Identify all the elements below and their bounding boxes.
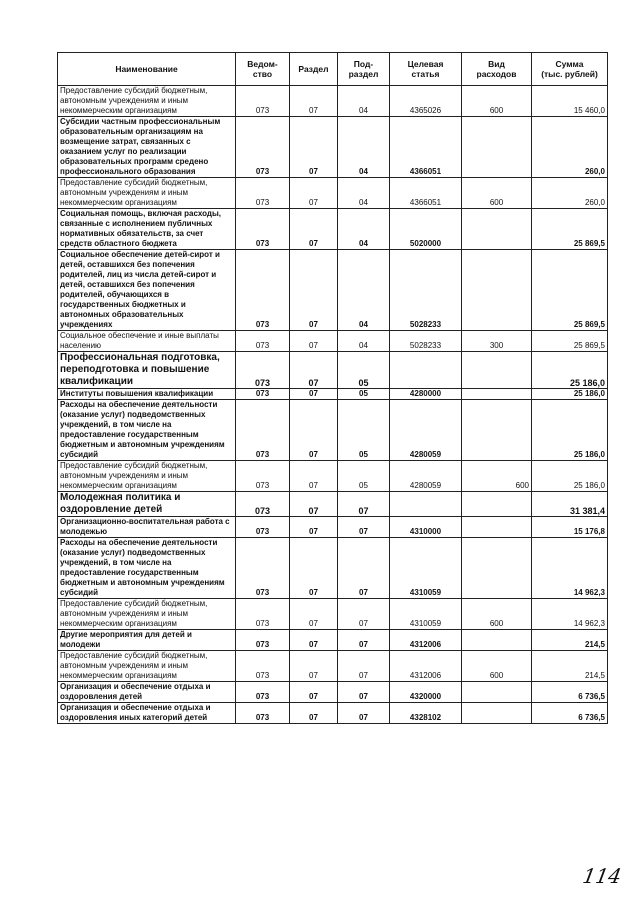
cell-subsection: 05: [338, 461, 390, 492]
table-row: [58, 461, 608, 492]
cell-subsection: 04: [338, 178, 390, 209]
cell-target: [390, 352, 462, 389]
cell-sum: 6 736,5: [532, 703, 608, 724]
cell-type: [462, 117, 532, 178]
cell-target: 4365026: [390, 86, 462, 117]
cell-subsection: 07: [338, 630, 390, 651]
cell-type: [462, 389, 532, 400]
cell-target: 4312006: [390, 651, 462, 682]
cell-sum: 15 176,8: [532, 517, 608, 538]
cell-subsection: 04: [338, 117, 390, 178]
cell-subsection: 07: [338, 538, 390, 599]
cell-name: Социальная помощь, включая расходы, связанные с исполнением публичных нормативных обязательств, за счет средств областного бюджета: [58, 209, 236, 250]
cell-name: Предоставление субсидий бюджетным, автономным учреждениям и иным некоммерческим организациям: [58, 651, 236, 682]
cell-section: 07: [290, 400, 338, 461]
cell-sum: 25 869,5: [532, 331, 608, 352]
table-row: [58, 517, 608, 538]
cell-section: 07: [290, 352, 338, 389]
cell-target: 4310000: [390, 517, 462, 538]
table-header-row: [58, 53, 608, 86]
cell-subsection: 04: [338, 86, 390, 117]
cell-target: 4280000: [390, 389, 462, 400]
cell-type: 600: [462, 461, 532, 492]
cell-dept: 073: [236, 389, 290, 400]
cell-name: Социальное обеспечение детей-сирот и детей, оставшихся без попечения родителей, лиц из числа детей-сирот и детей, оставшихся без попечения родителей, обучающихся в государственных бюджетных и автономных образовательных учреждениях: [58, 250, 236, 331]
table-row: [58, 117, 608, 178]
cell-type: [462, 682, 532, 703]
cell-dept: 073: [236, 400, 290, 461]
cell-type: [462, 352, 532, 389]
cell-sum: 25 186,0: [532, 400, 608, 461]
cell-dept: 073: [236, 86, 290, 117]
page-number: 114: [580, 864, 624, 888]
cell-type: [462, 209, 532, 250]
cell-target: 4312006: [390, 630, 462, 651]
cell-sum: 14 962,3: [532, 599, 608, 630]
cell-dept: 073: [236, 178, 290, 209]
cell-subsection: 07: [338, 492, 390, 517]
cell-subsection: 04: [338, 250, 390, 331]
cell-name: Расходы на обеспечение деятельности (оказание услуг) подведомственных учреждений, в том числе на предоставление государственным бюджетным и автономным учреждениям субсидий: [58, 538, 236, 599]
cell-subsection: 07: [338, 651, 390, 682]
cell-target: 5020000: [390, 209, 462, 250]
cell-section: 07: [290, 703, 338, 724]
cell-section: 07: [290, 461, 338, 492]
cell-subsection: 04: [338, 209, 390, 250]
cell-target: [390, 492, 462, 517]
table-row: [58, 331, 608, 352]
cell-name: Предоставление субсидий бюджетным, автономным учреждениям и иным некоммерческим организациям: [58, 599, 236, 630]
table-row: [58, 400, 608, 461]
table-row: [58, 651, 608, 682]
cell-name: Молодежная политика и оздоровление детей: [58, 492, 236, 517]
cell-section: 07: [290, 331, 338, 352]
cell-sum: 25 869,5: [532, 250, 608, 331]
cell-subsection: 05: [338, 352, 390, 389]
header-type: Вид расходов: [462, 53, 532, 86]
cell-name: Институты повышения квалификации: [58, 389, 236, 400]
budget-table: [57, 52, 608, 724]
cell-target: 4366051: [390, 178, 462, 209]
cell-type: [462, 250, 532, 331]
cell-dept: 073: [236, 117, 290, 178]
cell-subsection: 05: [338, 389, 390, 400]
cell-target: 4328102: [390, 703, 462, 724]
cell-section: 07: [290, 630, 338, 651]
header-subsection: Под- раздел: [338, 53, 390, 86]
cell-section: 07: [290, 178, 338, 209]
cell-subsection: 07: [338, 517, 390, 538]
cell-type: 600: [462, 86, 532, 117]
cell-dept: 073: [236, 331, 290, 352]
cell-target: 4280059: [390, 461, 462, 492]
cell-dept: 073: [236, 630, 290, 651]
cell-name: Организация и обеспечение отдыха и оздоровления иных категорий детей: [58, 703, 236, 724]
cell-name: Расходы на обеспечение деятельности (оказание услуг) подведомственных учреждений, в том числе на предоставление государственным бюджетным и автономным учреждениям субсидий: [58, 400, 236, 461]
cell-section: 07: [290, 86, 338, 117]
cell-sum: 25 186,0: [532, 461, 608, 492]
cell-type: [462, 703, 532, 724]
table-body: [58, 86, 608, 724]
cell-target: 4310059: [390, 599, 462, 630]
table-row: [58, 682, 608, 703]
cell-dept: 073: [236, 599, 290, 630]
cell-dept: 073: [236, 703, 290, 724]
cell-subsection: 05: [338, 400, 390, 461]
table-row: [58, 492, 608, 517]
cell-sum: 14 962,3: [532, 538, 608, 599]
cell-section: 07: [290, 517, 338, 538]
cell-target: 5028233: [390, 250, 462, 331]
cell-name: Предоставление субсидий бюджетным, автономным учреждениям и иным некоммерческим организациям: [58, 461, 236, 492]
cell-section: 07: [290, 682, 338, 703]
cell-type: [462, 492, 532, 517]
cell-sum: 214,5: [532, 630, 608, 651]
table-row: [58, 178, 608, 209]
cell-name: Социальное обеспечение и иные выплаты населению: [58, 331, 236, 352]
cell-name: Другие мероприятия для детей и молодежи: [58, 630, 236, 651]
cell-subsection: 07: [338, 703, 390, 724]
cell-sum: 31 381,4: [532, 492, 608, 517]
cell-name: Предоставление субсидий бюджетным, автономным учреждениям и иным некоммерческим организациям: [58, 178, 236, 209]
cell-sum: 25 869,5: [532, 209, 608, 250]
cell-dept: 073: [236, 352, 290, 389]
cell-sum: 214,5: [532, 651, 608, 682]
cell-dept: 073: [236, 209, 290, 250]
cell-sum: 260,0: [532, 117, 608, 178]
cell-name: Профессиональная подготовка, переподготовка и повышение квалификации: [58, 352, 236, 389]
header-dept: Ведом- ство: [236, 53, 290, 86]
table-row: [58, 352, 608, 389]
table-row: [58, 630, 608, 651]
cell-section: 07: [290, 651, 338, 682]
cell-sum: 25 186,0: [532, 352, 608, 389]
cell-sum: 15 460,0: [532, 86, 608, 117]
cell-type: [462, 400, 532, 461]
cell-target: 5028233: [390, 331, 462, 352]
cell-section: 07: [290, 209, 338, 250]
cell-section: 07: [290, 492, 338, 517]
cell-dept: 073: [236, 461, 290, 492]
cell-type: 600: [462, 599, 532, 630]
cell-subsection: 07: [338, 682, 390, 703]
cell-section: 07: [290, 117, 338, 178]
cell-dept: 073: [236, 651, 290, 682]
cell-type: [462, 538, 532, 599]
cell-dept: 073: [236, 682, 290, 703]
cell-target: 4320000: [390, 682, 462, 703]
cell-sum: 260,0: [532, 178, 608, 209]
cell-type: 300: [462, 331, 532, 352]
cell-dept: 073: [236, 250, 290, 331]
cell-dept: 073: [236, 517, 290, 538]
cell-section: 07: [290, 538, 338, 599]
header-sum: Сумма (тыс. рублей): [532, 53, 608, 86]
cell-type: [462, 517, 532, 538]
cell-name: Организационно-воспитательная работа с молодежью: [58, 517, 236, 538]
cell-name: Субсидии частным профессиональным образовательным организациям на возмещение затрат, связанных с оказанием услуг по реализации образовательных программ средено профессионального образования: [58, 117, 236, 178]
cell-subsection: 04: [338, 331, 390, 352]
cell-sum: 25 186,0: [532, 389, 608, 400]
cell-type: 600: [462, 178, 532, 209]
header-target: Целевая статья: [390, 53, 462, 86]
cell-dept: 073: [236, 492, 290, 517]
cell-type: 600: [462, 651, 532, 682]
table-row: [58, 250, 608, 331]
cell-sum: 6 736,5: [532, 682, 608, 703]
table-row: [58, 86, 608, 117]
cell-target: 4366051: [390, 117, 462, 178]
cell-dept: 073: [236, 538, 290, 599]
cell-type: [462, 630, 532, 651]
header-name: Наименование: [58, 53, 236, 86]
cell-subsection: 07: [338, 599, 390, 630]
table-row: [58, 209, 608, 250]
table-row: [58, 599, 608, 630]
cell-name: Организация и обеспечение отдыха и оздоровления детей: [58, 682, 236, 703]
cell-section: 07: [290, 599, 338, 630]
cell-target: 4310059: [390, 538, 462, 599]
table-row: [58, 703, 608, 724]
cell-section: 07: [290, 389, 338, 400]
cell-name: Предоставление субсидий бюджетным, автономным учреждениям и иным некоммерческим организациям: [58, 86, 236, 117]
cell-target: 4280059: [390, 400, 462, 461]
table-row: [58, 389, 608, 400]
table-row: [58, 538, 608, 599]
header-section: Раздел: [290, 53, 338, 86]
cell-section: 07: [290, 250, 338, 331]
